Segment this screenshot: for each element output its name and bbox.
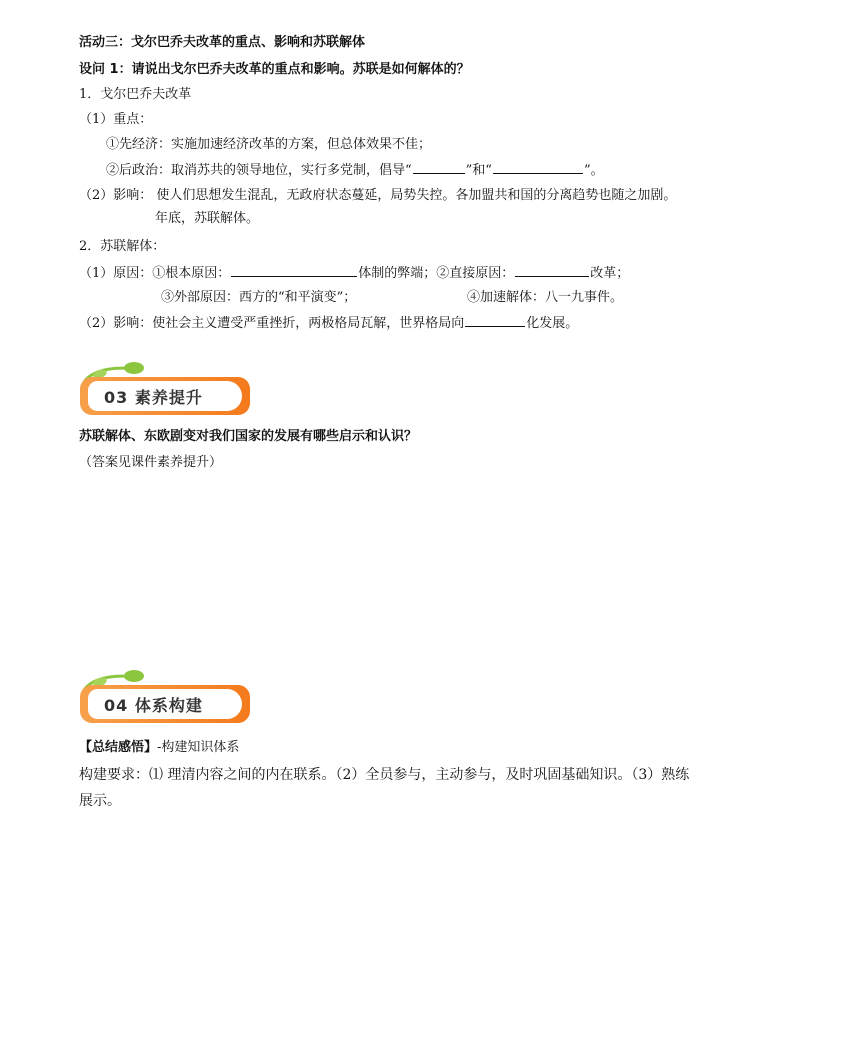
- question-1: 设问 1：请说出戈尔巴乔夫改革的重点和影响。苏联是如何解体的？: [79, 62, 470, 77]
- section-03-badge: [76, 360, 256, 424]
- cause-text-b: 体制的弊端；②直接原因：: [358, 266, 515, 281]
- fill-blank-2[interactable]: [493, 161, 583, 174]
- item-1-heading: 1．戈尔巴乔夫改革: [79, 87, 192, 102]
- section-03-title: 03 素养提升: [104, 388, 203, 407]
- effect-text-a: （2）影响：使社会主义遭受严重挫折，两极格局瓦解，世界格局向: [79, 316, 465, 331]
- fill-blank-1[interactable]: [413, 161, 465, 174]
- focus-economic: ①先经济：实施加速经济改革的方案，但总体效果不佳；: [106, 137, 432, 152]
- fill-blank-4[interactable]: [515, 264, 589, 277]
- item-2-heading: 2．苏联解体：: [79, 239, 166, 254]
- section-04-title: 04 体系构建: [104, 696, 203, 715]
- summary-heading-bold: 【总结感悟】: [79, 740, 158, 755]
- cause-text-a: （1）原因：①根本原因：: [79, 266, 231, 281]
- section-04-badge: [76, 668, 256, 732]
- requirements-line-1: 构建要求：⑴ 理清内容之间的内在联系。（2）全员参与，主动参与，及时巩固基础知识。（3）熟练: [79, 767, 690, 783]
- focus-label: （1）重点：: [79, 112, 153, 127]
- activity-title: 活动三：戈尔巴乔夫改革的重点、影响和苏联解体: [79, 35, 366, 50]
- effect-line: [79, 314, 578, 333]
- cause-text-c: 改革；: [590, 266, 630, 281]
- summary-heading-rest: -构建知识体系: [157, 740, 240, 755]
- section-03-question: 苏联解体、东欧剧变对我们国家的发展有哪些启示和认识？: [79, 429, 418, 444]
- focus-political-text-a: ②后政治：取消苏共的领导地位，实行多党制，倡导“: [106, 163, 412, 178]
- summary-heading: [79, 739, 239, 757]
- focus-political-text-b: ”和“: [465, 163, 492, 178]
- requirements-line-2: 展示。: [79, 793, 121, 809]
- effect-text-b: 化发展。: [526, 316, 579, 331]
- fill-blank-5[interactable]: [465, 314, 525, 327]
- fill-blank-3[interactable]: [231, 264, 357, 277]
- focus-political: [106, 161, 604, 180]
- cause-accelerating: ④加速解体：八一九事件。: [467, 290, 624, 305]
- cause-external: ③外部原因：西方的“和平演变”；: [161, 290, 357, 305]
- section-03-note: （答案见课件素养提升）: [79, 455, 223, 470]
- cause-line: [79, 264, 629, 283]
- impact-line-1: （2）影响： 使人们思想发生混乱，无政府状态蔓延，局势失控。各加盟共和国的分离趋势也随之加剧。: [79, 188, 677, 203]
- impact-line-2: 年底，苏联解体。: [155, 211, 260, 226]
- focus-political-text-c: ”。: [583, 163, 604, 178]
